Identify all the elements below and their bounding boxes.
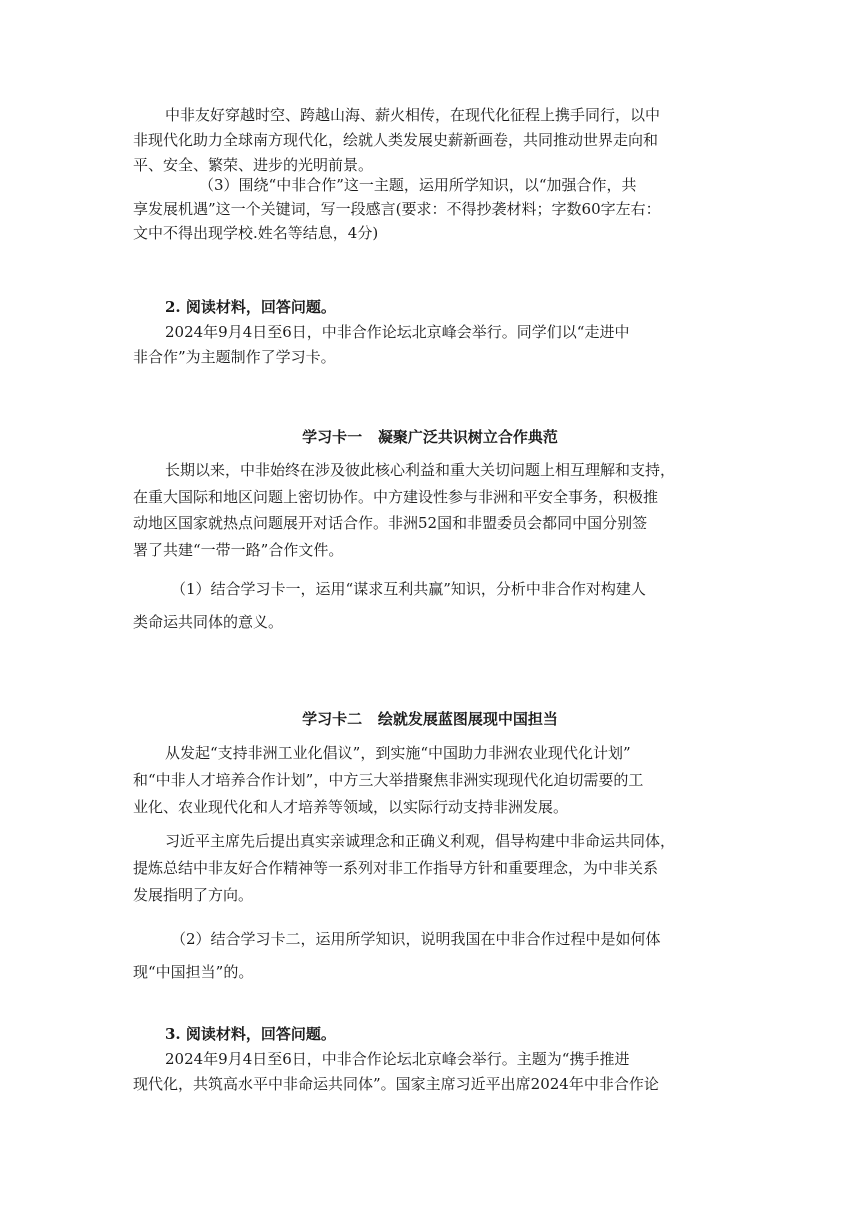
text-line: 动地区国家就热点问题展开对话合作。非洲52国和非盟委员会都同中国分别签 <box>133 514 648 532</box>
text-line: 业化、农业现代化和人才培养等领域，以实际行动支持非洲发展。 <box>133 798 569 816</box>
text-line: 从发起“支持非洲工业化倡议”，到实施“中国助力非洲农业现代化计划” <box>165 744 631 762</box>
section-title: 2. 阅读材料，回答问题。 <box>165 298 336 316</box>
text-line: 文中不得出现学校.姓名等结息，4分) <box>133 224 379 242</box>
text-line: 提炼总结中非友好合作精神等一系列对非工作指导方针和重要理念，为中非关系 <box>133 859 659 877</box>
text-line: 非合作”为主题制作了学习卡。 <box>133 348 336 366</box>
text-line: 类命运共同体的意义。 <box>133 613 284 631</box>
text-line: 署了共建“一带一路”合作文件。 <box>133 541 344 559</box>
text-line: 平、安全、繁荣、进步的光明前景。 <box>133 156 374 174</box>
text-line: 2024年9月4日至6日，中非合作论坛北京峰会举行。同学们以“走进中 <box>165 323 630 341</box>
text-line: 和“中非人才培养合作计划”，中方三大举措聚焦非洲实现现代化迫切需要的工 <box>133 771 644 789</box>
text-line: 现代化，共筑高水平中非命运共同体”。国家主席习近平出席2024年中非合作论 <box>133 1075 659 1093</box>
card-1-heading: 学习卡一 凝聚广泛共识树立合作典范 <box>302 428 558 446</box>
text-line: （3）围绕“中非合作”这一主题，运用所学知识，以“加强合作，共 <box>199 176 637 194</box>
card-2-heading: 学习卡二 绘就发展蓝图展现中国担当 <box>302 710 558 728</box>
text-line: 在重大国际和地区问题上密切协作。中方建设性参与非洲和平安全事务，积极推 <box>133 488 659 506</box>
text-line: （1）结合学习卡一，运用“谋求互利共赢”知识，分析中非合作对构建人 <box>171 580 646 598</box>
text-line: 享发展机遇”这一个关键词，写一段感言(要求：不得抄袭材料；字数60字左右： <box>133 200 661 218</box>
text-line: 习近平主席先后提出真实亲诚理念和正确义利观，倡导构建中非命运共同体， <box>165 832 676 850</box>
text-line: 发展指明了方向。 <box>133 886 254 904</box>
text-line: 长期以来，中非始终在涉及彼此核心利益和重大关切问题上相互理解和支持， <box>165 461 676 479</box>
text-line: 中非友好穿越时空、跨越山海、薪火相传，在现代化征程上携手同行，以中 <box>165 106 661 124</box>
text-line: （2）结合学习卡二，运用所学知识，说明我国在中非合作过程中是如何体 <box>171 930 661 948</box>
text-line: 现“中国担当”的。 <box>133 963 254 981</box>
text-line: 2024年9月4日至6日，中非合作论坛北京峰会举行。主题为“携手推进 <box>165 1050 630 1068</box>
section-title: 3. 阅读材料，回答问题。 <box>165 1025 336 1043</box>
text-line: 非现代化助力全球南方现代化，绘就人类发展史薪新画卷，共同推动世界走向和 <box>133 131 659 149</box>
